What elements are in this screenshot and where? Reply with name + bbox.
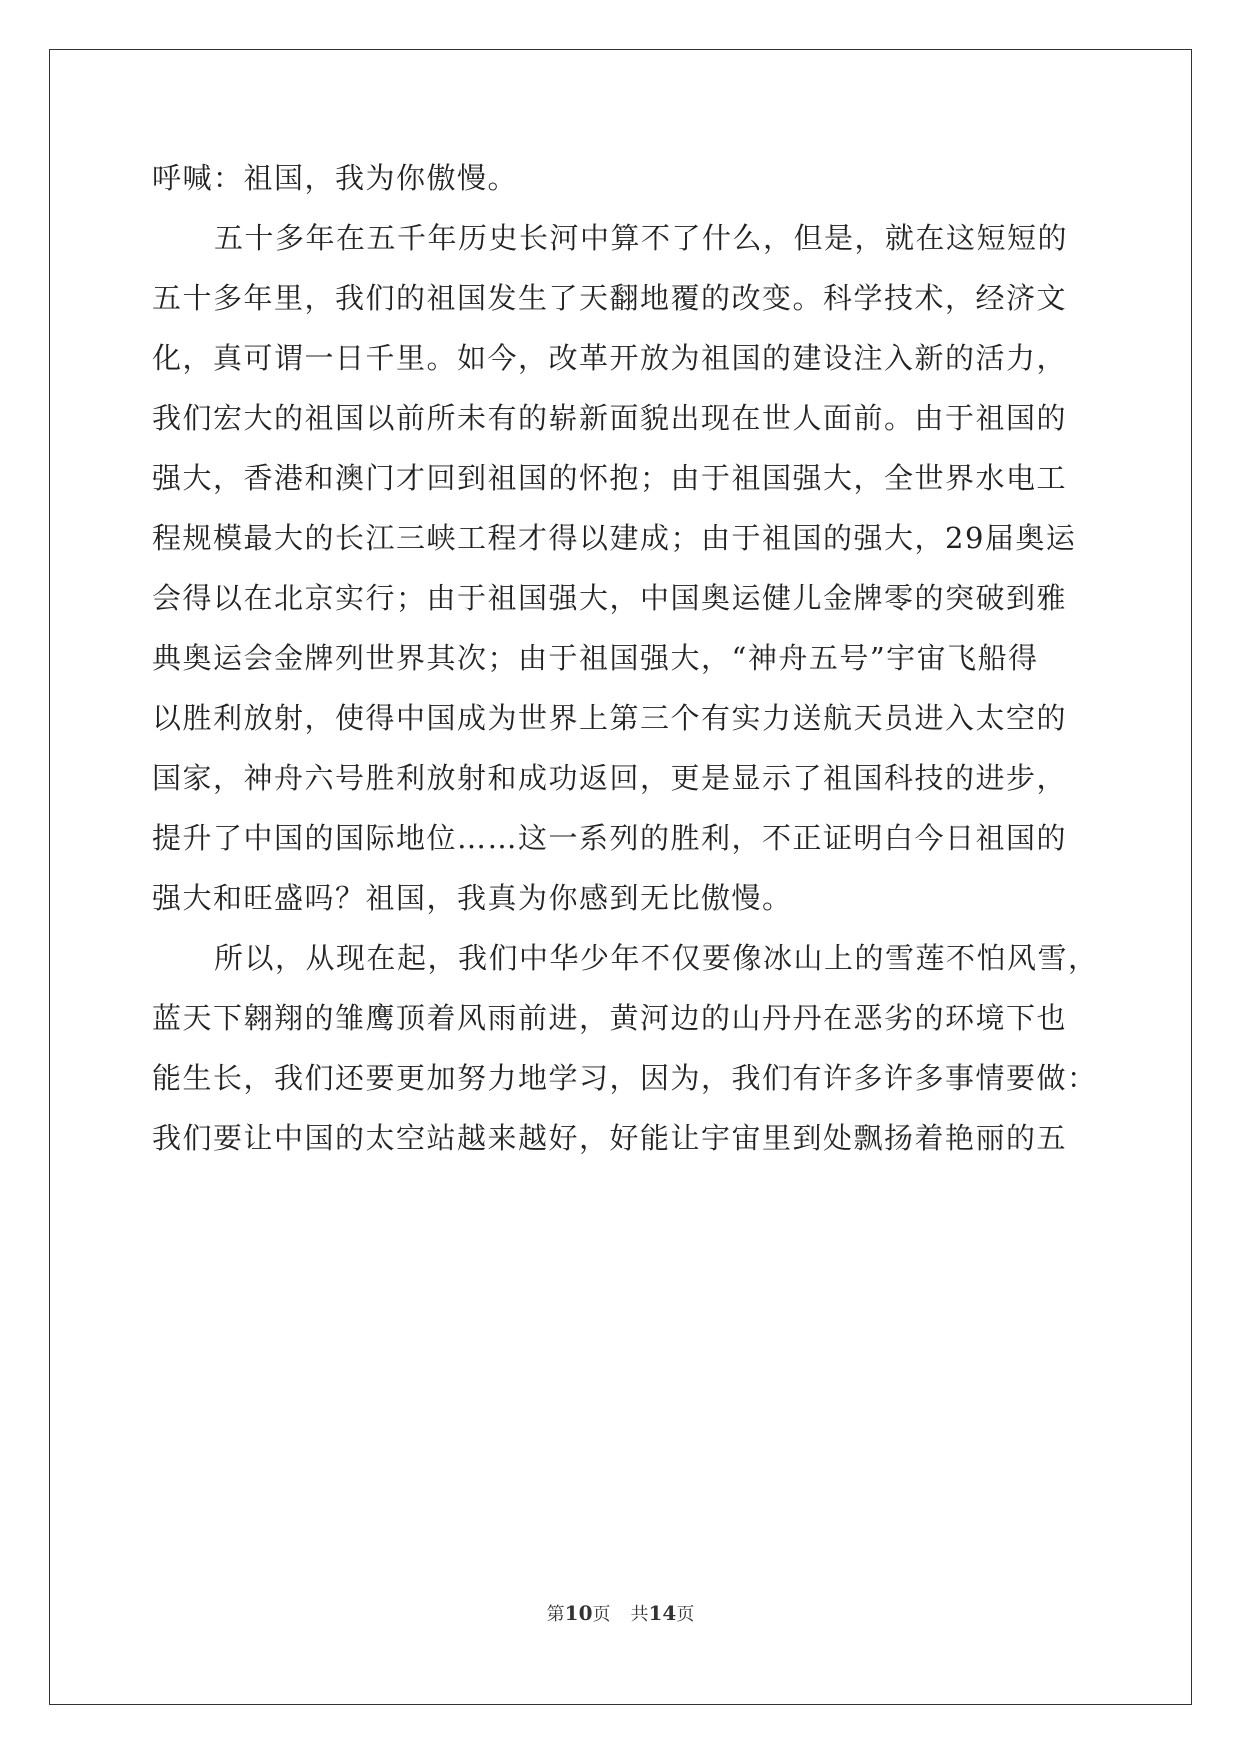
total-prefix: 共 [630, 1604, 649, 1625]
text-line: 五十多年里，我们的祖国发生了天翻地覆的改变。科学技术，经济文 [152, 281, 1068, 315]
total-pages: 14 [648, 1601, 677, 1625]
text-line: 化，真可谓一日千里。如今，改革开放为祖国的建设注入新的活力， [152, 341, 1068, 375]
text-line: 提升了中国的国际地位……这一系列的胜利，不正证明白今日祖国的 [152, 821, 1068, 855]
page-number: 10 [564, 1601, 593, 1625]
text-line: 以胜利放射，使得中国成为世界上第三个有实力送航天员进入太空的 [152, 701, 1068, 735]
text-line: 能生长，我们还要更加努力地学习，因为，我们有许多许多事情要做： [152, 1061, 1098, 1095]
text-line: 蓝天下翱翔的雏鹰顶着风雨前进，黄河边的山丹丹在恶劣的环境下也 [152, 1001, 1068, 1035]
text-line: 我们要让中国的太空站越来越好，好能让宇宙里到处飘扬着艳丽的五 [152, 1121, 1068, 1155]
page-footer [0, 1600, 1241, 1626]
text-line: 程规模最大的长江三峡工程才得以建成；由于祖国的强大，29届奥运 [152, 521, 1077, 555]
text-line: 呼喊：祖国，我为你傲慢。 [152, 161, 519, 195]
page-suffix: 页 [592, 1604, 611, 1625]
text-line: 五十多年在五千年历史长河中算不了什么，但是，就在这短短的 [214, 221, 1069, 255]
document-body [152, 148, 1099, 1168]
total-suffix: 页 [676, 1604, 695, 1625]
text-line: 我们宏大的祖国以前所未有的崭新面貌出现在世人面前。由于祖国的 [152, 401, 1068, 435]
text-line: 所以，从现在起，我们中华少年不仅要像冰山上的雪莲不怕风雪， [214, 941, 1099, 975]
text-line: 国家，神舟六号胜利放射和成功返回，更是显示了祖国科技的进步， [152, 761, 1068, 795]
text-line: 会得以在北京实行；由于祖国强大，中国奥运健儿金牌零的突破到雅 [152, 581, 1068, 615]
page-prefix: 第 [546, 1604, 565, 1625]
text-line: 典奥运会金牌列世界其次；由于祖国强大，“神舟五号”宇宙飞船得 [152, 641, 1039, 675]
text-line: 强大和旺盛吗？祖国，我真为你感到无比傲慢。 [152, 881, 793, 915]
text-line: 强大，香港和澳门才回到祖国的怀抱；由于祖国强大，全世界水电工 [152, 461, 1068, 495]
